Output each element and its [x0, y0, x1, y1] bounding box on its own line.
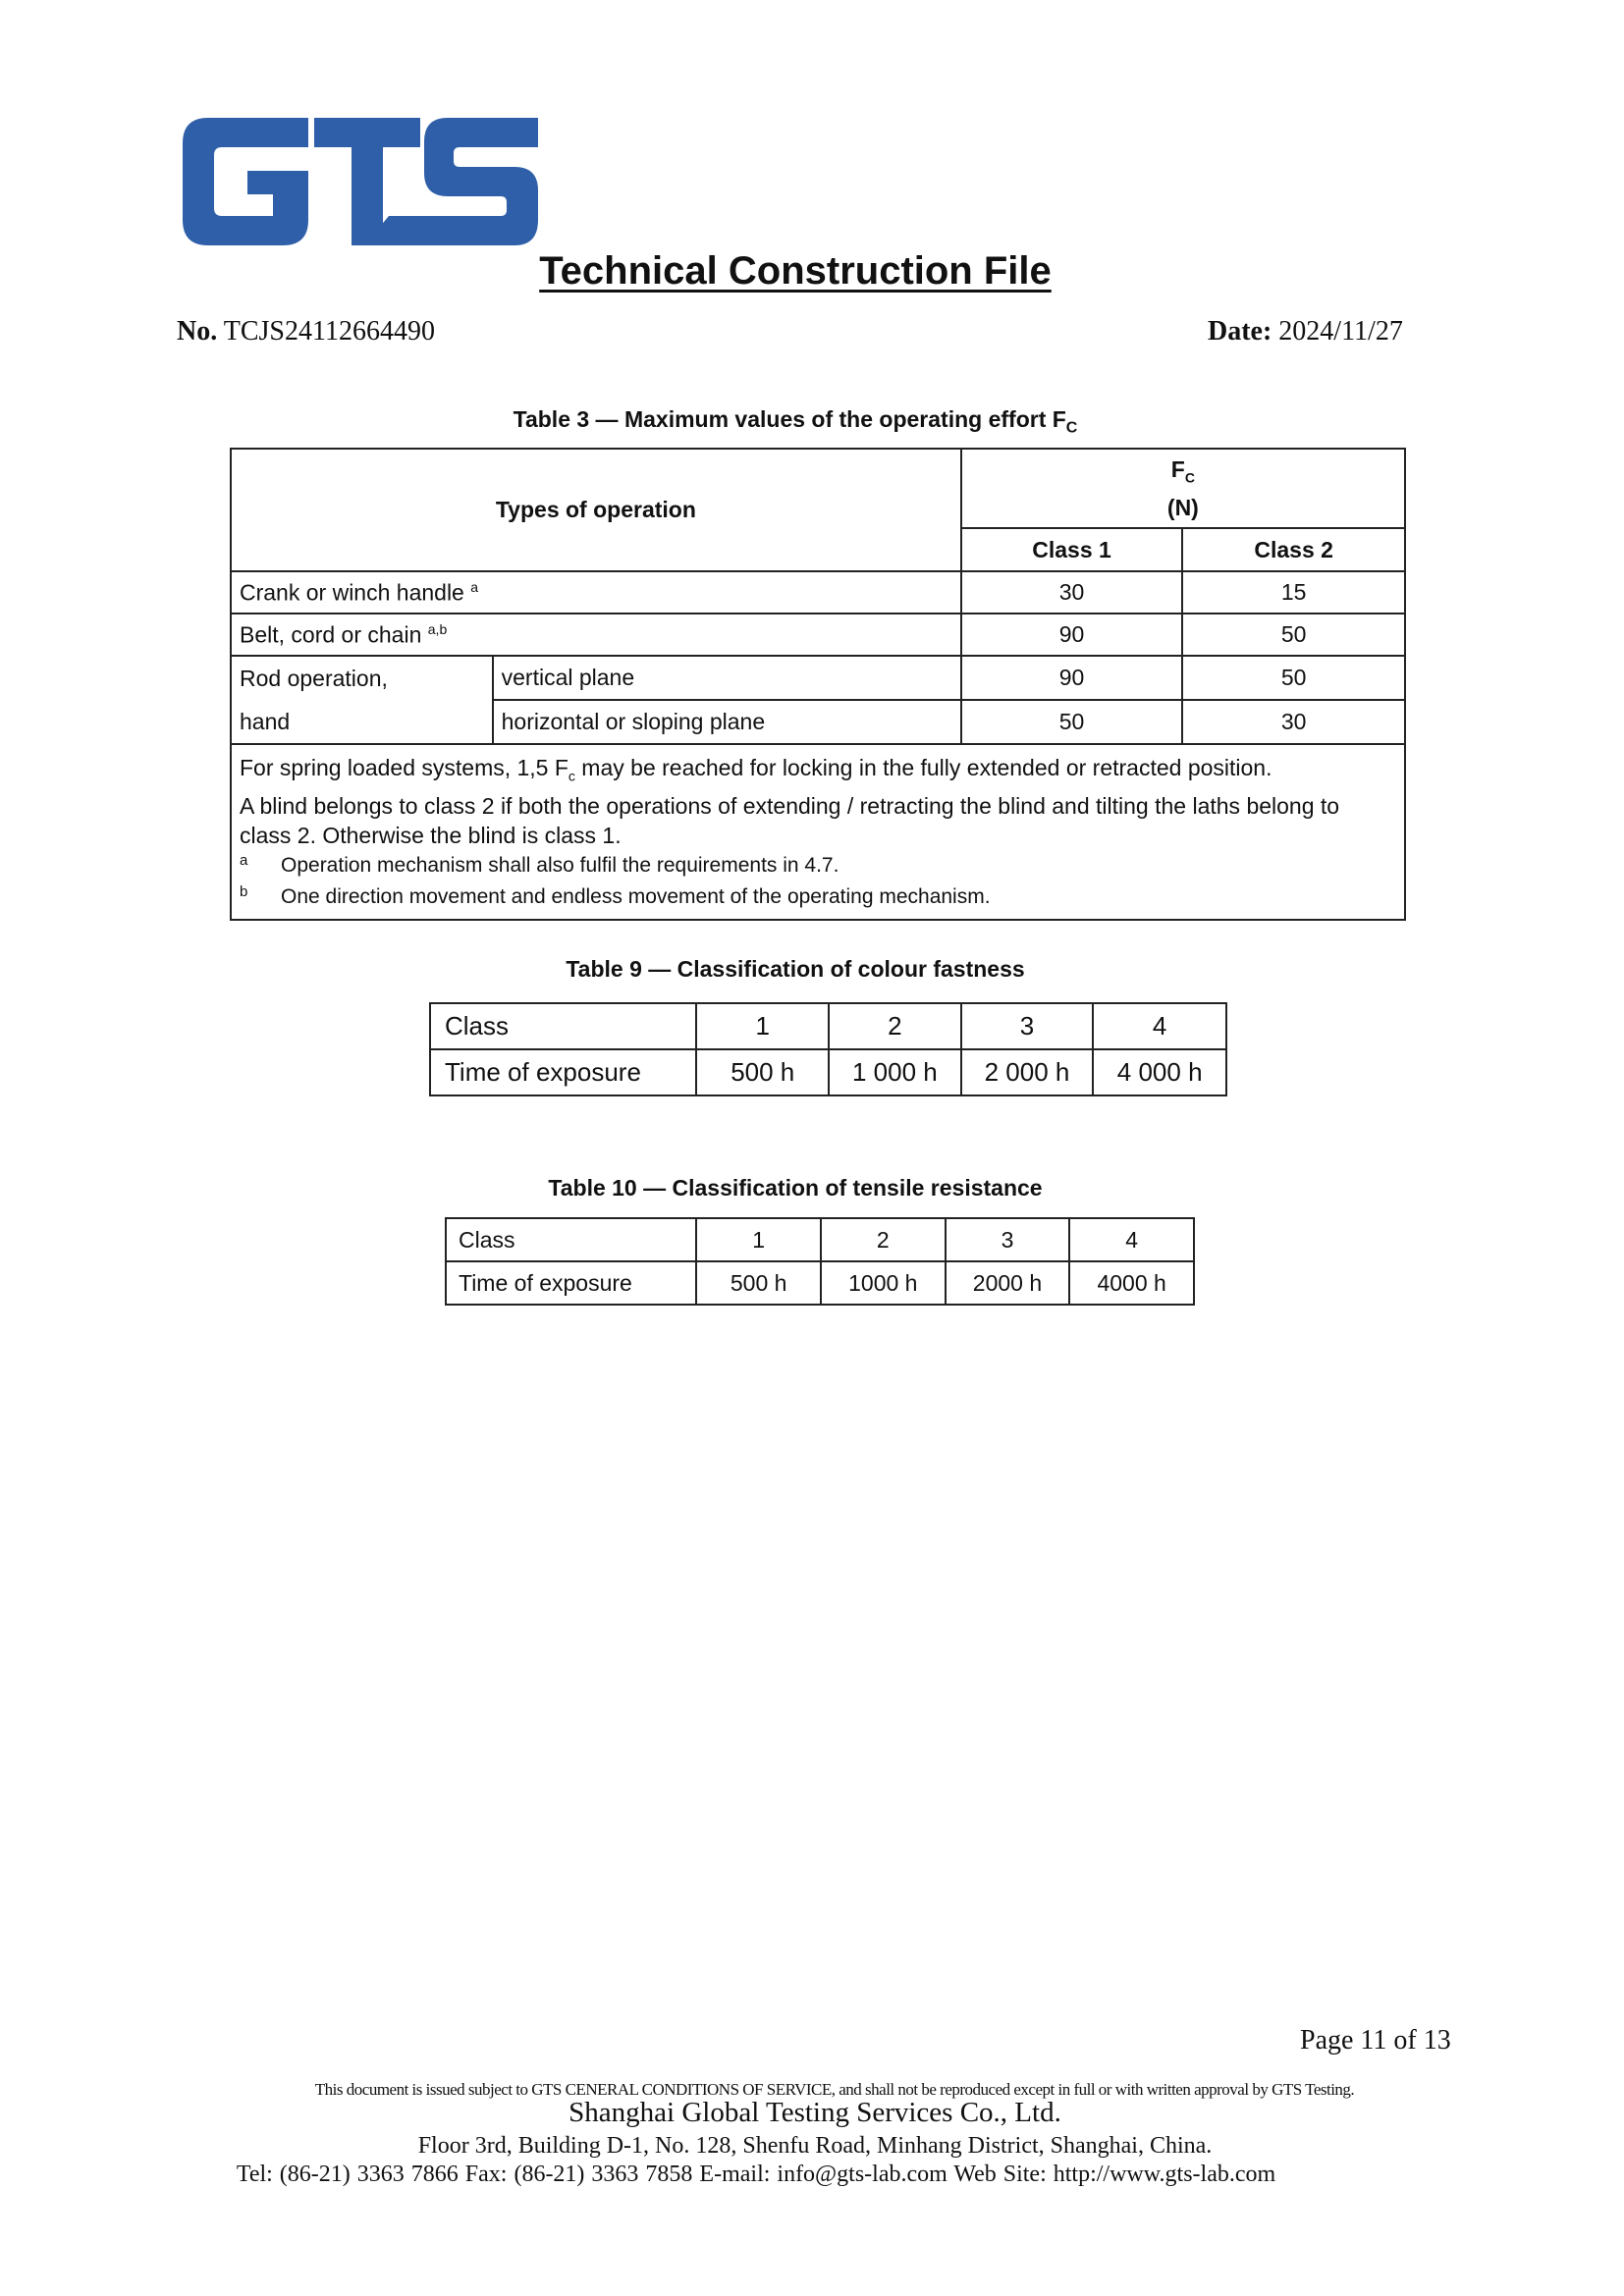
table3-cell: 90 — [961, 614, 1183, 656]
table9-cell: 3 — [961, 1003, 1094, 1049]
table3-caption: Table 3 — Maximum values of the operating effort $F_C$ — [513, 406, 1078, 437]
table3-row-label: Crank or winch handle $^a$ — [231, 571, 961, 614]
table-row — [446, 1218, 1194, 1261]
table3-rod-label: Rod operation, hand — [231, 656, 493, 744]
page-number: Page 11 of 13 — [1300, 2025, 1451, 2056]
table3-notes — [231, 744, 1405, 920]
table3-cell: 50 — [961, 700, 1183, 744]
table-row — [231, 614, 1405, 656]
table9-cell: 500 h — [696, 1049, 829, 1095]
document-date-label: Date: — [1208, 316, 1272, 347]
table-row — [430, 1049, 1226, 1095]
table9-cell: 4 000 h — [1093, 1049, 1226, 1095]
table3-footnote: a Operation mechanism shall also fulfil the requirements in 4.7. — [240, 851, 839, 877]
document-title: Technical Construction File — [539, 249, 1052, 293]
table9-row-label: Class — [430, 1003, 696, 1049]
table-row — [446, 1261, 1194, 1305]
table10-caption: Table 10 — Classification of tensile resistance — [548, 1175, 1043, 1201]
table10-cell: 3 — [946, 1218, 1070, 1261]
table9-cell: 2 — [829, 1003, 961, 1049]
table9-cell: 4 — [1093, 1003, 1226, 1049]
table3-row-label: Belt, cord or chain $^{a,b}$ — [231, 614, 961, 656]
table3-row-label: horizontal or sloping plane — [493, 700, 961, 744]
table10-cell: 500 h — [696, 1261, 821, 1305]
table9-cell: 2 000 h — [961, 1049, 1094, 1095]
table10-cell: 2 — [821, 1218, 946, 1261]
table3-header-class2: Class 2 — [1182, 528, 1405, 571]
document-date-value: 2024/11/27 — [1278, 316, 1403, 347]
footer-disclaimer: This document is issued subject to GTS CENERAL CONDITIONS OF SERVICE, and shall not be reproduced except in full or with written approval by GTS Testing. — [314, 2080, 1355, 2099]
table-row — [231, 656, 1405, 700]
table3-cell: 50 — [1182, 656, 1405, 700]
table10-row-label: Time of exposure — [446, 1261, 696, 1305]
footer-company-name: Shanghai Global Testing Services Co., Ltd. — [568, 2097, 1061, 2128]
table10-row-label: Class — [446, 1218, 696, 1261]
footer-address: Floor 3rd, Building D-1, No. 128, Shenfu Road, Minhang District, Shanghai, China. — [417, 2133, 1213, 2159]
table3-cell: 90 — [961, 656, 1183, 700]
table9-colour-fastness — [429, 1002, 1227, 1096]
table-row — [430, 1003, 1226, 1049]
footer-contact: Tel: (86-21) 3363 7866 Fax: (86-21) 3363 7858 E-mail: info@gts-lab.com Web Site: http://www.gts-lab.com — [236, 2162, 1276, 2187]
table10-tensile-resistance — [445, 1217, 1195, 1306]
table3-operating-effort — [230, 448, 1406, 921]
table-row — [231, 571, 1405, 614]
table3-cell: 50 — [1182, 614, 1405, 656]
table3-header-class1: Class 1 — [961, 528, 1183, 571]
table9-caption: Table 9 — Classification of colour fastness — [566, 956, 1025, 982]
table9-cell: 1 000 h — [829, 1049, 961, 1095]
table3-note1: For spring loaded systems, 1,5 $F_c$ may be reached for locking in the fully extended or retracted position. — [240, 755, 1272, 784]
gts-logo — [183, 118, 538, 245]
table9-cell: 1 — [696, 1003, 829, 1049]
table10-cell: 2000 h — [946, 1261, 1070, 1305]
document-number-label: No. — [177, 316, 218, 347]
table3-header-unit: (N) — [1166, 494, 1199, 520]
table9-row-label: Time of exposure — [430, 1049, 696, 1095]
table10-cell: 4000 h — [1069, 1261, 1194, 1305]
table3-cell: 30 — [1182, 700, 1405, 744]
table10-cell: 1000 h — [821, 1261, 946, 1305]
table3-footnote: b One direction movement and endless movement of the operating mechanism. — [240, 882, 991, 908]
table3-cell: 30 — [961, 571, 1183, 614]
table10-cell: 4 — [1069, 1218, 1194, 1261]
table3-header-fc: $F_C$ (N) — [961, 449, 1405, 528]
table3-row-label: vertical plane — [493, 656, 961, 700]
table3-note2: A blind belongs to class 2 if both the operations of extending / retracting the blind and tilting the laths belong to class 2. Otherwise the blind is class 1. — [240, 792, 1340, 848]
document-number — [177, 316, 435, 347]
document-number-value: TCJS24112664490 — [223, 316, 435, 347]
table10-cell: 1 — [696, 1218, 821, 1261]
document-date — [1208, 316, 1403, 347]
table3-cell: 15 — [1182, 571, 1405, 614]
table3-header-types: Types of operation — [231, 449, 961, 571]
